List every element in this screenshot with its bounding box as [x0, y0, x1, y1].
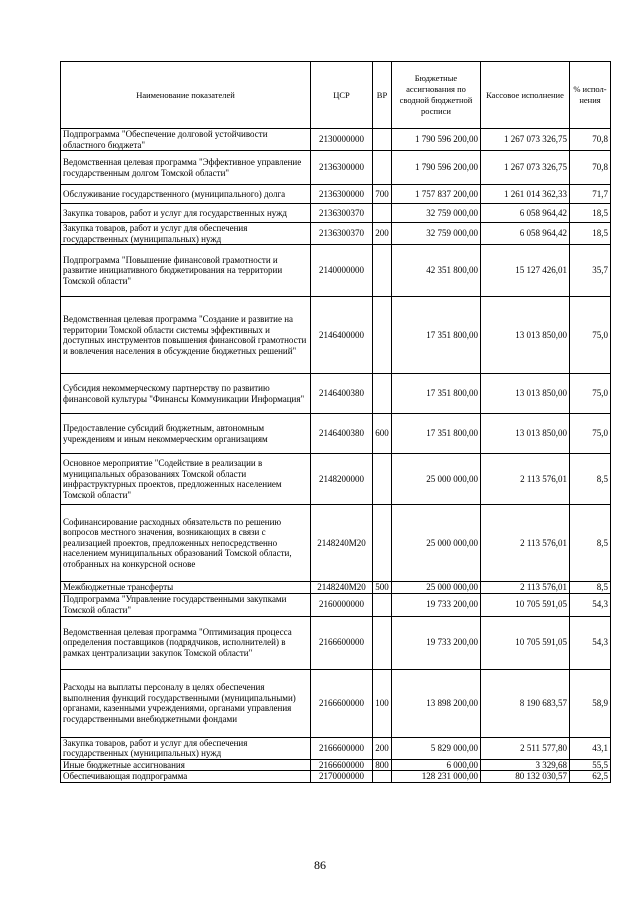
cell-csr: 2148200000 [311, 454, 373, 505]
cell-name: Обслуживание государственного (муниципального) долга [61, 185, 311, 204]
cell-percent: 18,5 [570, 204, 611, 223]
cell-allocations: 13 898 200,00 [392, 669, 481, 737]
table-row [61, 593, 611, 616]
cell-cash: 2 511 577,80 [481, 737, 570, 759]
cell-cash: 10 705 591,05 [481, 593, 570, 616]
cell-name: Подпрограмма "Управление государственными закупками Томской области" [61, 593, 311, 616]
cell-name: Предоставление субсидий бюджетным, автономным учреждениям и иным некоммерческим организациям [61, 414, 311, 454]
cell-cash: 13 013 850,00 [481, 414, 570, 454]
cell-cash: 6 058 964,42 [481, 223, 570, 245]
cell-name: Иные бюджетные ассигнования [61, 759, 311, 771]
cell-percent: 8,5 [570, 582, 611, 594]
cell-csr: 2136300000 [311, 185, 373, 204]
cell-csr: 2166600000 [311, 759, 373, 771]
cell-cash: 8 190 683,57 [481, 669, 570, 737]
cell-allocations: 25 000 000,00 [392, 454, 481, 505]
cell-allocations: 32 759 000,00 [392, 204, 481, 223]
header-percent: % испол-нения [570, 62, 611, 129]
cell-allocations: 17 351 800,00 [392, 414, 481, 454]
cell-allocations: 5 829 000,00 [392, 737, 481, 759]
cell-vr [373, 505, 392, 582]
cell-percent: 71,7 [570, 185, 611, 204]
cell-vr: 500 [373, 582, 392, 594]
cell-name: Расходы на выплаты персоналу в целях обеспечения выполнения функций государственными (муниципальными) органами, казенными учреждениями, органами управления государственными внебюджетными фондами [61, 669, 311, 737]
cell-percent: 70,8 [570, 151, 611, 185]
cell-allocations: 1 790 596 200,00 [392, 129, 481, 151]
cell-percent: 8,5 [570, 454, 611, 505]
cell-cash: 1 261 014 362,33 [481, 185, 570, 204]
cell-vr: 200 [373, 223, 392, 245]
cell-vr [373, 454, 392, 505]
table-row [61, 223, 611, 245]
cell-allocations: 17 351 800,00 [392, 374, 481, 414]
cell-percent: 43,1 [570, 737, 611, 759]
cell-vr [373, 204, 392, 223]
cell-name: Ведомственная целевая программа "Эффективное управление государственным долгом Томской области" [61, 151, 311, 185]
cell-allocations: 19 733 200,00 [392, 593, 481, 616]
cell-name: Ведомственная целевая программа "Создание и развитие на территории Томской области системы эффективных и доступных инструментов повышения финансовой грамотности и вовлечения населения в обсуждение бюджетных решений" [61, 297, 311, 374]
cell-vr: 700 [373, 185, 392, 204]
table-row [61, 759, 611, 771]
cell-allocations: 32 759 000,00 [392, 223, 481, 245]
cell-name: Обеспечивающая подпрограмма [61, 771, 311, 783]
cell-allocations: 25 000 000,00 [392, 582, 481, 594]
cell-allocations: 128 231 000,00 [392, 771, 481, 783]
budget-table [60, 61, 611, 783]
cell-allocations: 17 351 800,00 [392, 297, 481, 374]
cell-csr: 2160000000 [311, 593, 373, 616]
cell-cash: 1 267 073 326,75 [481, 129, 570, 151]
header-csr: ЦСР [311, 62, 373, 129]
header-allocations: Бюджетные ассигнования по сводной бюджетной росписи [392, 62, 481, 129]
cell-name: Закупка товаров, работ и услуг для обеспечения государственных (муниципальных) нужд [61, 223, 311, 245]
cell-csr: 2166600000 [311, 737, 373, 759]
cell-allocations: 19 733 200,00 [392, 616, 481, 669]
cell-csr: 2136300370 [311, 204, 373, 223]
cell-vr [373, 616, 392, 669]
cell-percent: 18,5 [570, 223, 611, 245]
cell-name: Закупка товаров, работ и услуг для государственных нужд [61, 204, 311, 223]
table-header-row [61, 62, 611, 129]
table-row [61, 414, 611, 454]
cell-percent: 62,5 [570, 771, 611, 783]
cell-csr: 2146400380 [311, 414, 373, 454]
cell-percent: 8,5 [570, 505, 611, 582]
cell-cash: 6 058 964,42 [481, 204, 570, 223]
header-name: Наименование показателей [61, 62, 311, 129]
cell-percent: 35,7 [570, 245, 611, 297]
cell-csr: 2170000000 [311, 771, 373, 783]
cell-cash: 1 267 073 326,75 [481, 151, 570, 185]
cell-vr [373, 297, 392, 374]
cell-percent: 55,5 [570, 759, 611, 771]
cell-name: Закупка товаров, работ и услуг для обеспечения государственных (муниципальных) нужд [61, 737, 311, 759]
cell-percent: 70,8 [570, 129, 611, 151]
table-row [61, 771, 611, 783]
cell-csr: 2130000000 [311, 129, 373, 151]
cell-percent: 75,0 [570, 297, 611, 374]
table-row [61, 505, 611, 582]
cell-allocations: 25 000 000,00 [392, 505, 481, 582]
cell-csr: 2146400380 [311, 374, 373, 414]
cell-csr: 2166600000 [311, 616, 373, 669]
cell-csr: 2146400000 [311, 297, 373, 374]
header-vr: ВР [373, 62, 392, 129]
cell-percent: 75,0 [570, 374, 611, 414]
cell-name: Ведомственная целевая программа "Оптимизация процесса определения поставщиков (подрядчиков, исполнителей) в рамках централизации закупок Томской области" [61, 616, 311, 669]
cell-vr: 200 [373, 737, 392, 759]
table-row [61, 669, 611, 737]
cell-percent: 75,0 [570, 414, 611, 454]
table-row [61, 151, 611, 185]
cell-csr: 2166600000 [311, 669, 373, 737]
table-row [61, 454, 611, 505]
table-row [61, 129, 611, 151]
table-row [61, 245, 611, 297]
cell-vr: 600 [373, 414, 392, 454]
cell-cash: 13 013 850,00 [481, 374, 570, 414]
header-cash: Кассовое исполнение [481, 62, 570, 129]
cell-cash: 3 329,68 [481, 759, 570, 771]
cell-percent: 54,3 [570, 593, 611, 616]
cell-cash: 80 132 030,57 [481, 771, 570, 783]
cell-cash: 15 127 426,01 [481, 245, 570, 297]
cell-name: Подпрограмма "Обеспечение долговой устойчивости областного бюджета" [61, 129, 311, 151]
cell-vr: 100 [373, 669, 392, 737]
cell-csr: 2140000000 [311, 245, 373, 297]
cell-csr: 2136300370 [311, 223, 373, 245]
cell-name: Подпрограмма "Повышение финансовой грамотности и развитие инициативного бюджетирования на территории Томской области" [61, 245, 311, 297]
cell-allocations: 1 757 837 200,00 [392, 185, 481, 204]
cell-csr: 2136300000 [311, 151, 373, 185]
cell-vr [373, 593, 392, 616]
cell-allocations: 42 351 800,00 [392, 245, 481, 297]
table-row [61, 737, 611, 759]
cell-percent: 54,3 [570, 616, 611, 669]
table-row [61, 204, 611, 223]
cell-cash: 13 013 850,00 [481, 297, 570, 374]
cell-csr: 2148240M20 [311, 582, 373, 594]
cell-vr [373, 151, 392, 185]
cell-name: Софинансирование расходных обязательств по решению вопросов местного значения, возникающих в связи с реализацией проектов, предложенных непосредственно населением муниципальных образований Томской области, отобранных на конкурсной основе [61, 505, 311, 582]
cell-allocations: 6 000,00 [392, 759, 481, 771]
cell-vr [373, 374, 392, 414]
cell-percent: 58,9 [570, 669, 611, 737]
cell-cash: 2 113 576,01 [481, 505, 570, 582]
cell-cash: 2 113 576,01 [481, 582, 570, 594]
page-number: 86 [314, 858, 326, 872]
cell-csr: 2148240M20 [311, 505, 373, 582]
table-row [61, 374, 611, 414]
cell-vr [373, 771, 392, 783]
table-row [61, 297, 611, 374]
cell-cash: 10 705 591,05 [481, 616, 570, 669]
cell-name: Основное мероприятие "Содействие в реализации в муниципальных образованиях Томской области инфраструктурных проектов, предложенных населением Томской области" [61, 454, 311, 505]
table-row [61, 616, 611, 669]
table-row [61, 582, 611, 594]
cell-cash: 2 113 576,01 [481, 454, 570, 505]
cell-vr [373, 129, 392, 151]
cell-name: Межбюджетные трансферты [61, 582, 311, 594]
cell-vr: 800 [373, 759, 392, 771]
cell-allocations: 1 790 596 200,00 [392, 151, 481, 185]
cell-name: Субсидия некоммерческому партнерству по развитию финансовой культуры "Финансы Коммуникации Информация" [61, 374, 311, 414]
table-row [61, 185, 611, 204]
cell-vr [373, 245, 392, 297]
